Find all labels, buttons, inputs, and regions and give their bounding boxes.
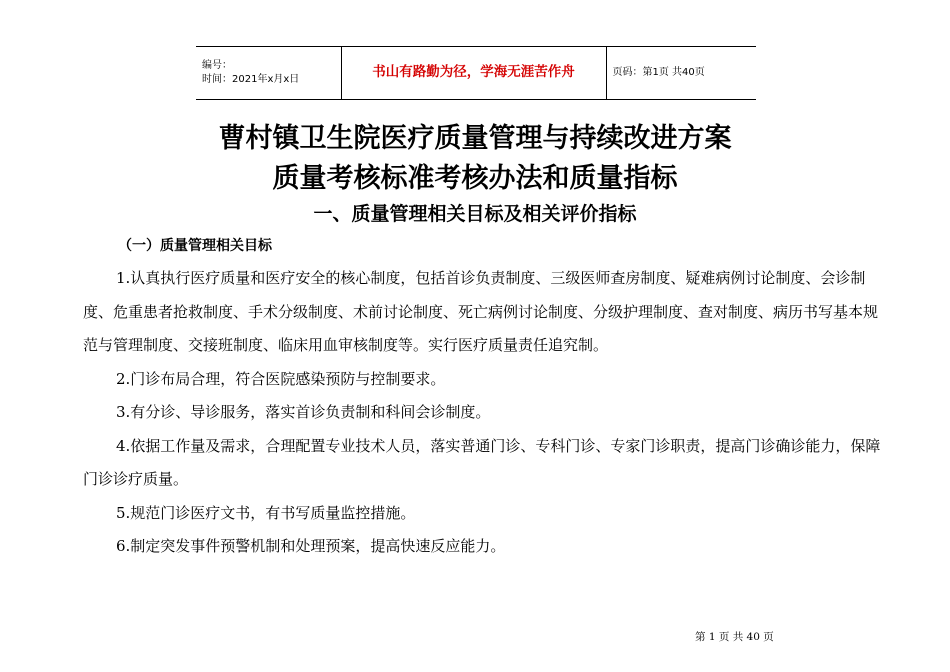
paragraph-item: 4.依据工作量及需求，合理配置专业技术人员，落实普通门诊、专科门诊、专家门诊职责，提高门诊确诊能力，保障门诊诊疗质量。 xyxy=(83,436,881,488)
section-heading: （一）质量管理相关目标 xyxy=(118,238,272,254)
document-title: 曹村镇卫生院医疗质量管理与持续改进方案 xyxy=(218,123,732,154)
paragraph-item: 1.认真执行医疗质量和医疗安全的核心制度，包括首诊负责制度、三级医师查房制度、疑难病例讨论制度、会诊制度、危重患者抢救制度、手术分级制度、术前讨论制度、死亡病例讨论制度、分级护理制度、查对制度、病历书写基本规范与管理制度、交接班制度、临床用血审核制度等。实行医疗质量责任追究制。 xyxy=(83,269,879,354)
paragraph-item: 3.有分诊、导诊服务，落实首诊负责制和科间会诊制度。 xyxy=(116,403,491,421)
document-header xyxy=(196,46,756,100)
paragraph-item: 2.门诊布局合理，符合医院感染预防与控制要求。 xyxy=(116,369,446,388)
header-page-cell xyxy=(606,47,756,100)
document-body xyxy=(83,262,883,564)
paragraph-item: 6.制定突发事件预警机制和处理预案，提高快速反应能力。 xyxy=(116,537,506,555)
header-motto: 书山有路勤为径，学海无涯苦作舟 xyxy=(372,64,575,80)
header-page-info: 页码：第1页 共40页 xyxy=(612,67,705,78)
header-meta-cell xyxy=(196,47,341,100)
page-footer: 第 1 页 共 40 页 xyxy=(695,631,774,643)
document-number-label: 编号： xyxy=(202,60,232,71)
document-subtitle: 质量考核标准考核办法和质量指标 xyxy=(272,163,678,194)
paragraph-item: 5.规范门诊医疗文书，有书写质量监控措施。 xyxy=(116,503,416,522)
header-motto-cell xyxy=(341,47,606,100)
chapter-heading: 一、质量管理相关目标及相关评价指标 xyxy=(313,203,637,225)
document-date-label: 时间：2021年x月x日 xyxy=(202,74,300,85)
